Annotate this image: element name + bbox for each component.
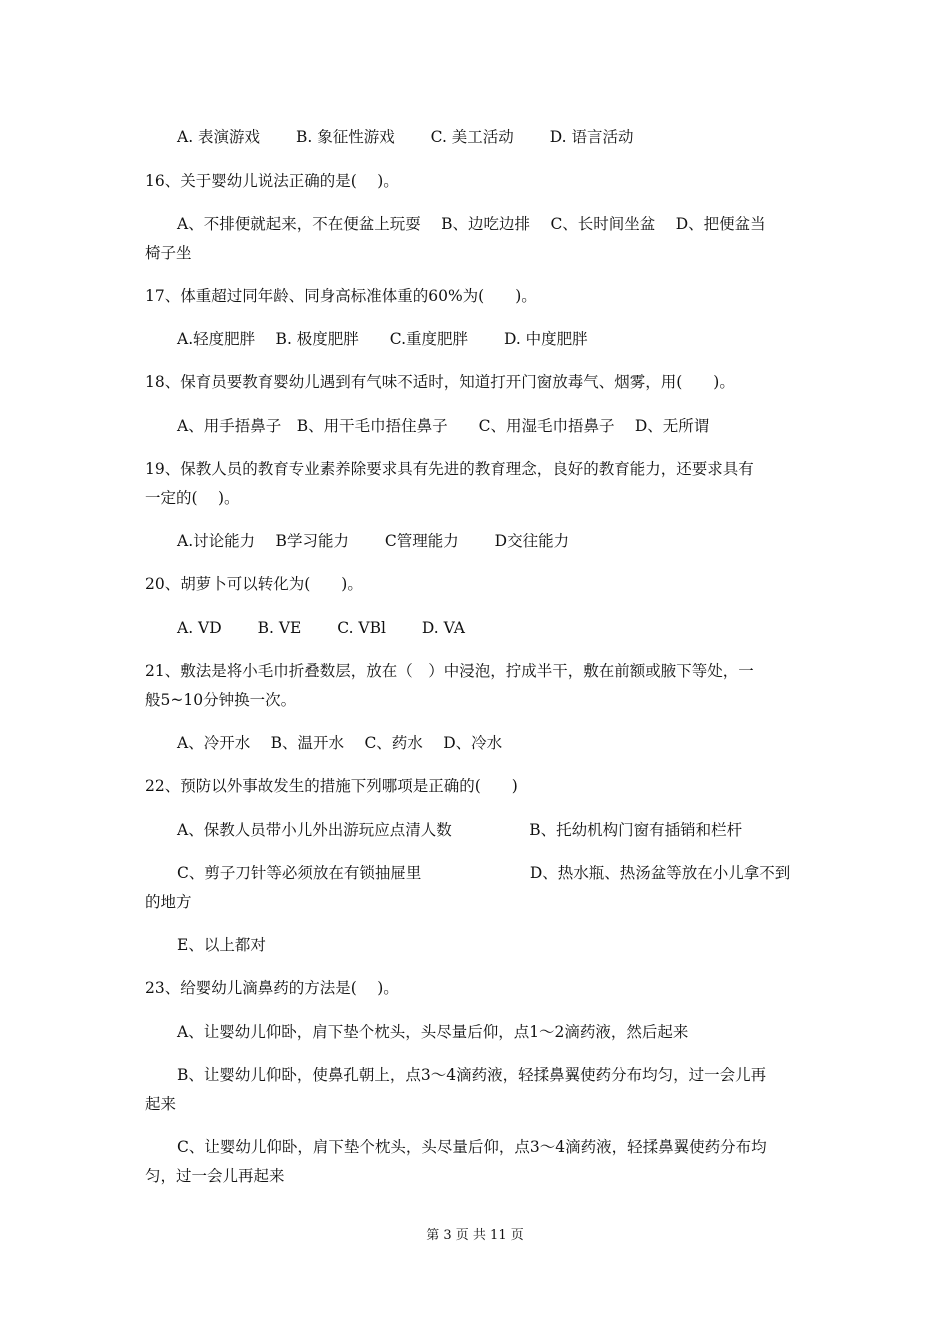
q23-option-a: A、让婴幼儿仰卧，肩下垫个枕头，头尽量后仰，点1～2滴药液，然后起来	[177, 1023, 689, 1041]
q23-option-c-cont: 匀，过一会儿再起来	[145, 1167, 285, 1185]
page-footer: 第 3 页 共 11 页	[426, 1228, 524, 1243]
q21-stem: 21、敷法是将小毛巾折叠数层，放在（ ）中浸泡，拧成半干，敷在前额或腋下等处，一	[145, 662, 754, 680]
q19-stem-cont: 一定的( )。	[145, 489, 240, 507]
q17-options: A.轻度肥胖 B. 极度肥胖 C.重度肥胖 D. 中度肥胖	[177, 330, 588, 348]
q22-options-cd-cont: 的地方	[145, 893, 192, 911]
q18-options: A、用手捂鼻子 B、用干毛巾捂住鼻子 C、用湿毛巾捂鼻子 D、无所谓	[177, 417, 710, 435]
q22-stem: 22、预防以外事故发生的措施下列哪项是正确的( )	[145, 777, 518, 795]
q23-option-c: C、让婴幼儿仰卧，肩下垫个枕头，头尽量后仰，点3～4滴药液，轻揉鼻翼使药分布均	[177, 1138, 767, 1156]
q18-stem: 18、保育员要教育婴幼儿遇到有气味不适时，知道打开门窗放毒气、烟雾，用( )。	[145, 373, 735, 391]
q23-option-b: B、让婴幼儿仰卧，使鼻孔朝上，点3～4滴药液，轻揉鼻翼使药分布均匀，过一会儿再	[177, 1066, 767, 1084]
q21-stem-cont: 般5~10分钟换一次。	[145, 691, 297, 709]
q20-stem: 20、胡萝卜可以转化为( )。	[145, 575, 363, 593]
q23-stem: 23、给婴幼儿滴鼻药的方法是( )。	[145, 979, 399, 997]
q19-options: A.讨论能力 B学习能力 C管理能力 D交往能力	[177, 532, 570, 550]
q21-options: A、冷开水 B、温开水 C、药水 D、冷水	[177, 734, 503, 752]
q16-options: A、不排便就起来，不在便盆上玩耍 B、边吃边排 C、长时间坐盆 D、把便盆当	[177, 215, 766, 233]
q16-options-cont: 椅子坐	[145, 244, 192, 262]
q17-stem: 17、体重超过同年龄、同身高标准体重的60%为( )。	[145, 287, 537, 305]
q22-options-ab: A、保教人员带小儿外出游玩应点清人数 B、托幼机构门窗有插销和栏杆	[177, 821, 743, 839]
q15-options: A. 表演游戏 B. 象征性游戏 C. 美工活动 D. 语言活动	[177, 128, 634, 146]
q23-option-b-cont: 起来	[145, 1095, 177, 1113]
q16-stem: 16、关于婴幼儿说法正确的是( )。	[145, 172, 399, 190]
q22-options-cd: C、剪子刀针等必须放在有锁抽屉里 D、热水瓶、热汤盆等放在小儿拿不到	[177, 864, 791, 882]
q19-stem: 19、保教人员的教育专业素养除要求具有先进的教育理念，良好的教育能力，还要求具有	[145, 460, 754, 478]
q22-option-e: E、以上都对	[177, 936, 266, 954]
q20-options: A. VD B. VE C. VBl D. VA	[177, 619, 465, 637]
